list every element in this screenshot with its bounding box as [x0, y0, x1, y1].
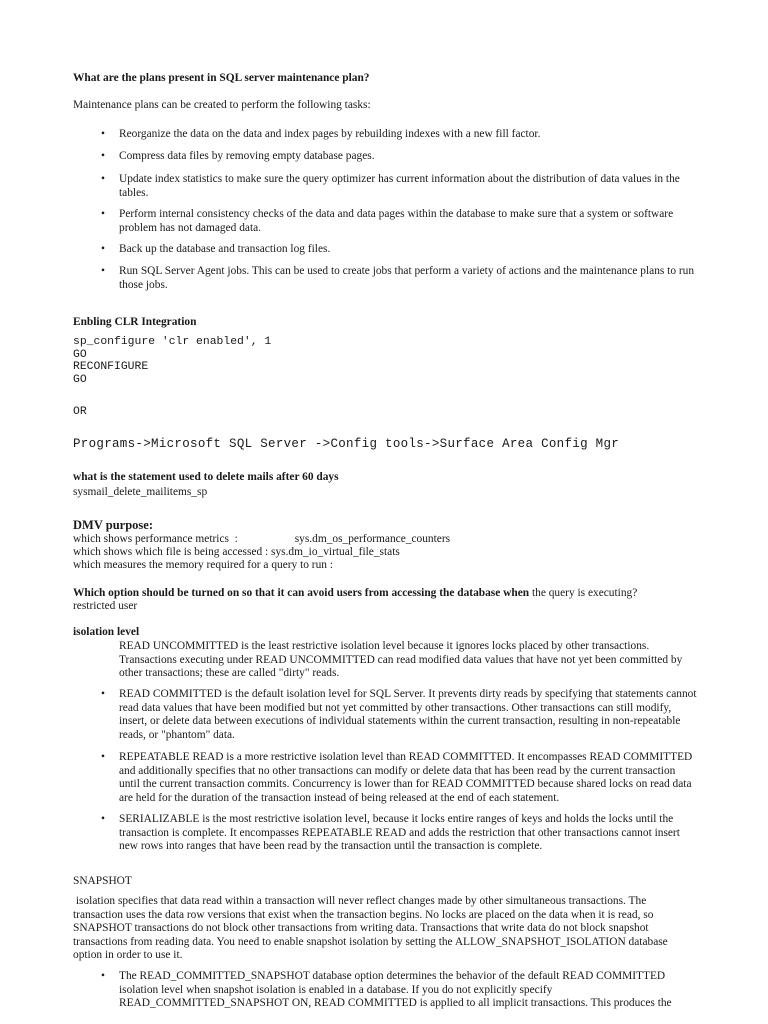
maintenance-heading: What are the plans present in SQL server maintenance plan? — [73, 72, 370, 84]
bullet-icon: • — [101, 243, 105, 255]
dmv-line: which measures the memory required for a query to run : — [73, 559, 333, 571]
list-item: • Update index statistics to make sure the query optimizer has current information about the distribution of data values in the tables. — [101, 173, 680, 199]
isolation-read-uncommitted: READ UNCOMMITTED is the least restrictive isolation level because it ignores locks placed by other transactions. Transactions executing under READ UNCOMMITTED can read modified data values that have not yet been committed by other transactions; these are called "dirty" reads. — [119, 640, 683, 679]
bullet-icon: • — [101, 173, 105, 185]
bullet-icon: • — [101, 751, 105, 763]
maintenance-intro: Maintenance plans can be created to perform the following tasks: — [73, 99, 371, 111]
dmv-line: which shows which file is being accessed : sys.dm_io_virtual_file_stats — [73, 546, 400, 558]
bullet-icon: • — [101, 150, 105, 162]
snapshot-paragraph: isolation specifies that data read within a transaction will never reflect changes made by other simultaneous transactions. The transaction uses the data row versions that exist when the transaction begins. No locks are placed on the data when it is read, so SNAPSHOT transactions do not block other transactions from writing data. Transactions that write data do not block snapshot transactions from reading data. You need to enable snapshot isolation by setting the ALLOW_SNAPSHOT_ISOLATION database option in order to use it. — [73, 895, 671, 961]
bullet-icon: • — [101, 265, 105, 277]
bullet-icon: • — [101, 813, 105, 825]
option-answer: restricted user — [73, 600, 138, 612]
list-item: • SERIALIZABLE is the most restrictive isolation level, because it locks entire ranges of keys and holds the locks until the transaction is complete. It encompasses REPEATABLE READ and adds the restriction that other transactions cannot insert new rows into ranges that have been read by the transaction until the transaction is complete. — [101, 813, 680, 852]
snapshot-heading: SNAPSHOT — [73, 875, 132, 887]
mail-answer: sysmail_delete_mailitems_sp — [73, 486, 208, 498]
bullet-icon: • — [101, 208, 105, 220]
bullet-icon: • — [101, 128, 105, 140]
bullet-icon: • — [101, 688, 105, 700]
clr-code-block: sp_configure 'clr enabled', 1 GO RECONFIGURE GO — [73, 336, 272, 386]
list-item: • REPEATABLE READ is a more restrictive isolation level than READ COMMITTED. It encompasses READ COMMITTED and additionally specifies that no other transactions can modify or delete data that has been read by the current transaction until the current transaction commits. Concurrency is lower than for READ COMMITTED because shared locks on read data are held for the duration of the transaction instead of being released at the end of each statement. — [101, 751, 693, 804]
bullet-icon: • — [101, 970, 105, 982]
clr-heading: Enbling CLR Integration — [73, 316, 197, 328]
option-question: Which option should be turned on so that it can avoid users from accessing the database when the query is executing? — [73, 587, 638, 599]
list-item: • Reorganize the data on the data and index pages by rebuilding indexes with a new fill factor. — [101, 128, 541, 140]
dmv-line: which shows performance metrics : sys.dm_os_performance_counters — [73, 533, 451, 545]
or-label: OR — [73, 406, 87, 418]
list-item: • Run SQL Server Agent jobs. This can be used to create jobs that perform a variety of actions and the maintenance plans to run those jobs. — [101, 265, 695, 291]
list-item: • READ COMMITTED is the default isolation level for SQL Server. It prevents dirty reads by specifying that statements cannot read data values that have been modified but not yet committed by other transactions. Other transactions can still modify, insert, or delete data between executions of individual statements within the current transaction, resulting in non-repeatable reads, or "phantom" data. — [101, 688, 697, 741]
list-item: • Compress data files by removing empty database pages. — [101, 150, 375, 162]
list-item: • Back up the database and transaction log files. — [101, 243, 331, 255]
config-path: Programs->Microsoft SQL Server ->Config tools->Surface Area Config Mgr — [73, 437, 620, 451]
list-item: • The READ_COMMITTED_SNAPSHOT database option determines the behavior of the default READ COMMITTED isolation level when snapshot isolation is enabled in a database. If you do not explicitly specify READ_COMMITTED_SNAPSHOT ON, READ COMMITTED is applied to all implicit transactions. This produces the — [101, 970, 672, 1009]
dmv-heading: DMV purpose: — [73, 518, 153, 532]
list-item: • Perform internal consistency checks of the data and data pages within the database to make sure that a system or software problem has not damaged data. — [101, 208, 674, 234]
mail-heading: what is the statement used to delete mails after 60 days — [73, 471, 339, 483]
isolation-heading: isolation level — [73, 626, 140, 638]
